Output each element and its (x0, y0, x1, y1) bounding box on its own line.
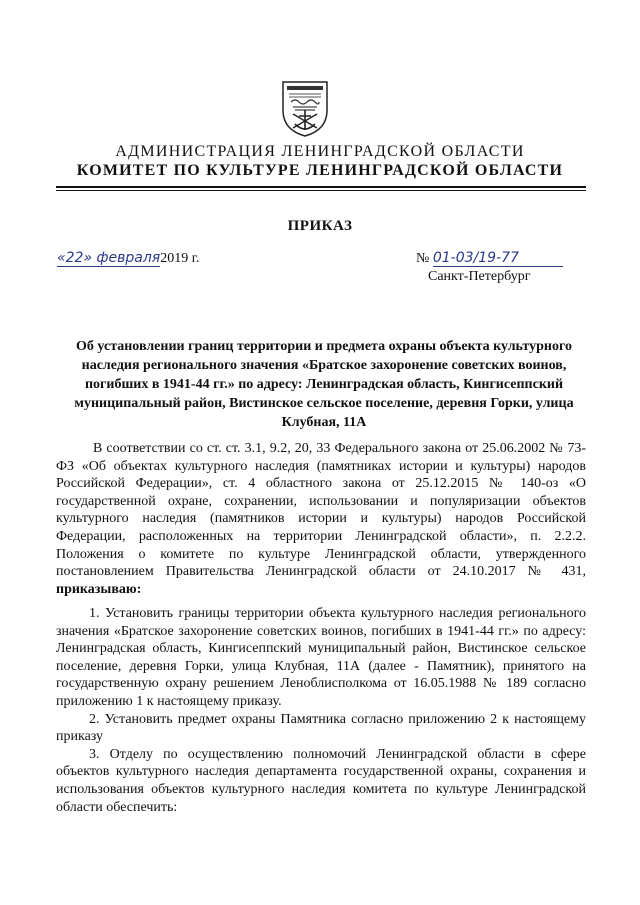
order-date (57, 250, 199, 267)
order-items (56, 605, 586, 816)
handwritten-number: 01-03/19-77 (433, 250, 563, 267)
order-item: 2. Установить предмет охраны Памятника согласно приложению 2 к настоящему приказу (56, 711, 586, 745)
preamble-paragraph (56, 440, 586, 598)
coat-of-arms-emblem (279, 80, 331, 138)
order-item: 3. Отделу по осуществлению полномочий Ленинградской области в сфере объектов культурного наследия департамента государственной охраны, сохранения и использования объектов культурного наследия комитета по культуре Ленинградской области обеспечить: (56, 746, 586, 815)
header-divider-thin (56, 190, 586, 191)
preamble-text: В соответствии со ст. ст. 3.1, 9.2, 20, 33 Федерального закона от 25.06.2002 № 73-ФЗ «Об объектах культурного наследия (памятниках истории и культуры) народов Российской Федерации», ст. 4 областного закона от 25.12.2015 № 140-оз «О государственной охране, сохранении, использовании и популяризации объектов культурного наследия (памятников истории и культуры) народов Российской Федерации, расположенных на территории Ленинградской области», п. 2.2.2. Положения о комитете по культуре Ленинградской области, утвержденного постановлением Правительства Ленинградской области от 24.10.2017 № 431, (56, 441, 586, 580)
organization-line-2: КОМИТЕТ ПО КУЛЬТУРЕ ЛЕНИНГРАДСКОЙ ОБЛАСТИ (76, 162, 564, 179)
order-number (416, 250, 563, 267)
header-divider-thick (56, 186, 586, 188)
city: Санкт-Петербург (428, 269, 531, 284)
date-year: 2019 г. (160, 251, 200, 266)
organization-line-1: АДМИНИСТРАЦИЯ ЛЕНИНГРАДСКОЙ ОБЛАСТИ (115, 143, 525, 160)
order-word: приказываю: (56, 581, 142, 597)
document-type-heading: ПРИКАЗ (287, 218, 353, 234)
handwritten-date: «22» февраля (57, 250, 161, 266)
order-title: Об установлении границ территории и предмета охраны объекта культурного наследия регионального значения «Братское захоронение советских воинов, погибших в 1941-44 гг.» по адресу: Ленинградская область, Кингисеппский муниципальный район, Вистинское сельское поселение, деревня Горки, улица Клубная, 11А (74, 339, 574, 430)
number-sign: № (416, 251, 430, 266)
order-item: 1. Установить границы территории объекта культурного наследия регионального значения «Братское захоронение советских воинов, погибших в 1941-44 гг.» по адресу: Ленинградская область, Кингисеппский муниципальный район, Вистинское сельское поселение, деревня Горки, улица Клубная, 11А (далее - Памятник), принятого на государственную охрану решением Леноблисполкома от 16.05.1988 № 189 согласно приложению 1 к настоящему приказу. (56, 606, 586, 709)
